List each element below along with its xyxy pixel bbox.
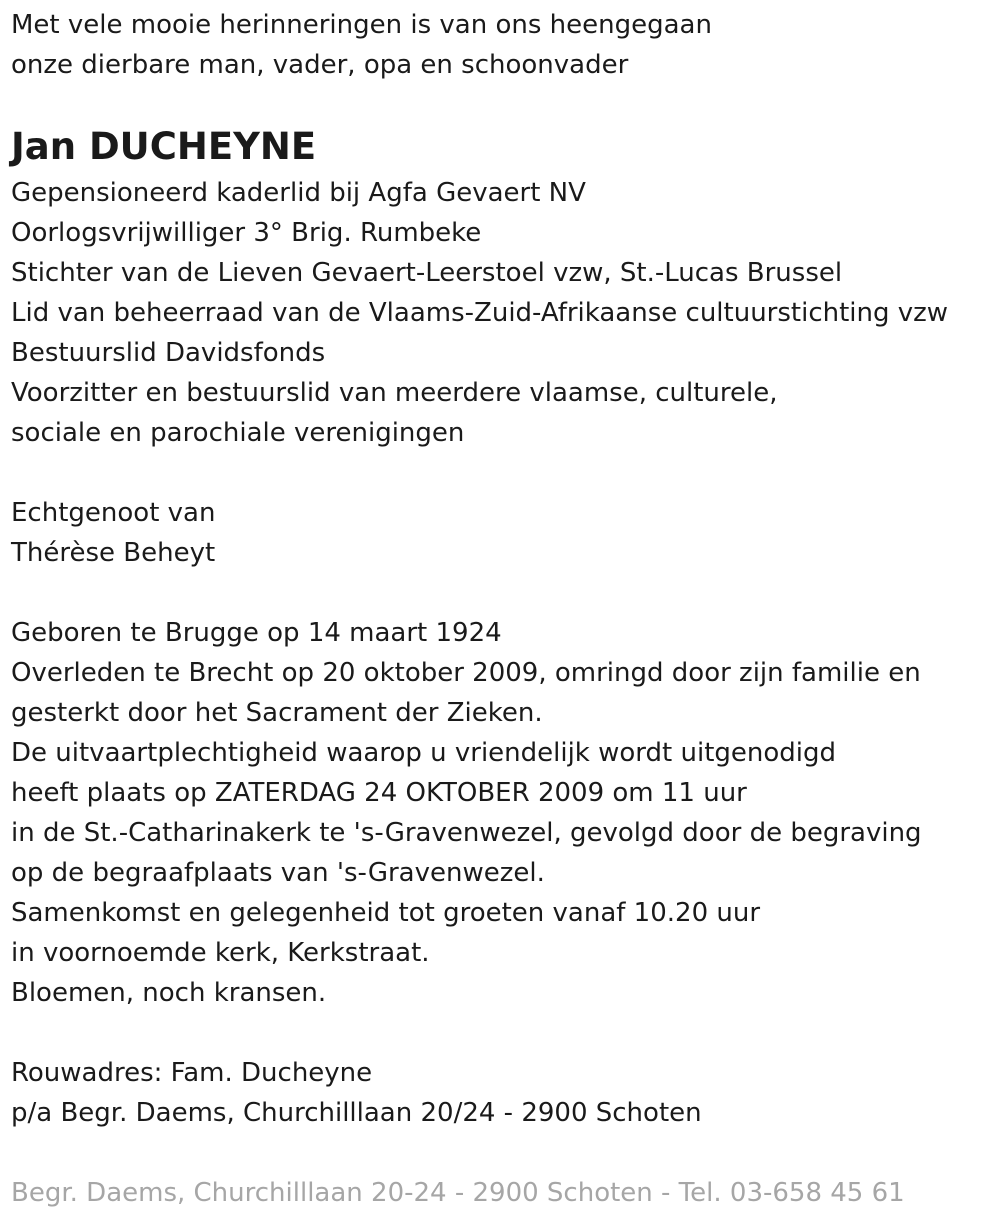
titles-list <box>11 173 948 453</box>
detail-line: in de St.-Catharinakerk te 's-Gravenwezel, gevolgd door de begraving <box>11 818 922 848</box>
title-line: Oorlogsvrijwilliger 3° Brig. Rumbeke <box>11 218 482 248</box>
detail-line: Geboren te Brugge op 14 maart 1924 <box>11 618 502 648</box>
title-line: Voorzitter en bestuurslid van meerdere vlaamse, culturele, <box>11 378 778 408</box>
detail-line: Overleden te Brecht op 20 oktober 2009, omringd door zijn familie en <box>11 658 921 688</box>
address-line: p/a Begr. Daems, Churchilllaan 20/24 - 2900 Schoten <box>11 1098 702 1128</box>
details-block <box>11 613 922 1013</box>
spouse-block <box>11 493 215 573</box>
intro-text <box>11 5 712 85</box>
title-line: Gepensioneerd kaderlid bij Agfa Gevaert NV <box>11 178 586 208</box>
address-line: Rouwadres: Fam. Ducheyne <box>11 1058 373 1088</box>
detail-line: op de begraafplaats van 's-Gravenwezel. <box>11 858 545 888</box>
intro-line: onze dierbare man, vader, opa en schoonvader <box>11 50 629 80</box>
detail-line: in voornoemde kerk, Kerkstraat. <box>11 938 430 968</box>
detail-line: Samenkomst en gelegenheid tot groeten vanaf 10.20 uur <box>11 898 761 928</box>
title-line: sociale en parochiale verenigingen <box>11 418 465 448</box>
footer-line: Begr. Daems, Churchilllaan 20-24 - 2900 Schoten - Tel. 03-658 45 61 <box>11 1178 905 1208</box>
detail-line: De uitvaartplechtigheid waarop u vriendelijk wordt uitgenodigd <box>11 738 837 768</box>
mourning-address <box>11 1053 702 1133</box>
spouse-line: Echtgenoot van <box>11 498 216 528</box>
funeral-home-footer <box>11 1173 905 1213</box>
title-line: Bestuurslid Davidsfonds <box>11 338 326 368</box>
deceased-name: Jan DUCHEYNE <box>11 125 317 168</box>
spouse-name: Thérèse Beheyt <box>11 538 216 568</box>
detail-line: Bloemen, noch kransen. <box>11 978 327 1008</box>
title-line: Stichter van de Lieven Gevaert-Leerstoel vzw, St.-Lucas Brussel <box>11 258 843 288</box>
title-line: Lid van beheerraad van de Vlaams-Zuid-Afrikaanse cultuurstichting vzw <box>11 298 949 328</box>
intro-line: Met vele mooie herinneringen is van ons heengegaan <box>11 10 712 40</box>
detail-line: gesterkt door het Sacrament der Zieken. <box>11 698 543 728</box>
detail-line: heeft plaats op ZATERDAG 24 OKTOBER 2009 om 11 uur <box>11 778 747 808</box>
